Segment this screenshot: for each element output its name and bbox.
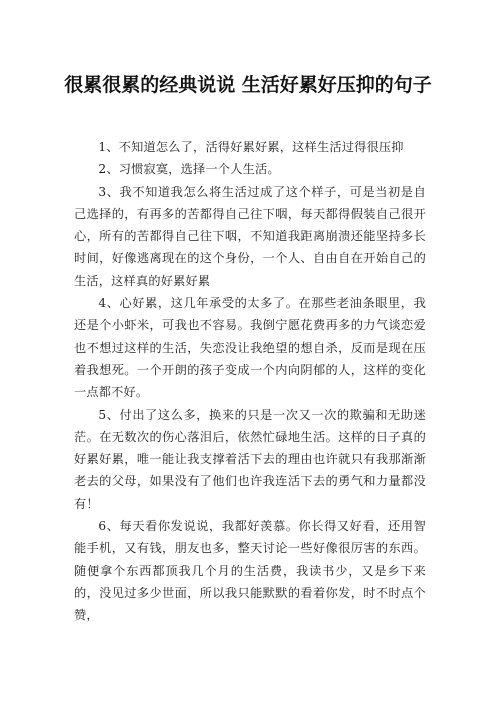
paragraph-6: 6、每天看你发说说，我都好羡慕。你长得又好看，还用智能手机，又有钱，朋友也多，整天讨论一些好像很厉害的东西。随便拿个东西都顶我几个月的生活费，我读书少，又是乡下来的，没见过多少世面，所以我只能默默的看着你发，时不时点个赞， (74, 519, 426, 623)
paragraph-5: 5、付出了这么多，换来的只是一次又一次的欺骗和无助迷茫。在无数次的伤心落泪后，依然忙碌地生活。这样的日子真的好累好累，唯一能让我支撑着活下去的理由也许就只有我那渐渐老去的父母，如果没有了他们也许我连活下去的勇气和力量都没有！ (74, 407, 426, 511)
document-title: 很累很累的经典说说 生活好累好压抑的句子 (64, 74, 432, 96)
paragraph-1: 1、不知道怎么了，活得好累好累，这样生活过得很压抑 (98, 140, 404, 154)
paragraph-3: 3、我不知道我怎么将生活过成了这个样子，可是当初是自己选择的，有再多的苦都得自己往下咽，每天都得假装自己很开心，所有的苦都得自己往下咽，不知道我距离崩溃还能坚持多长时间，好像逃离现在的这个身份，一个人、自由自在开始自己的生活，这样真的好累好累 (74, 184, 426, 288)
paragraph-2: 2、习惯寂寞，选择一个人生活。 (98, 162, 280, 177)
document-body (74, 136, 426, 627)
paragraph-4: 4、心好累，这几年承受的太多了。在那些老油条眼里，我还是个小虾米，可我也不容易。我倒宁愿花费再多的力气谈恋爱也不想过这样的生活，失恋没让我绝望的想自杀，反而是现在压着我想死。一个开朗的孩子变成一个内向阴郁的人，这样的变化一点都不好。 (74, 296, 426, 400)
